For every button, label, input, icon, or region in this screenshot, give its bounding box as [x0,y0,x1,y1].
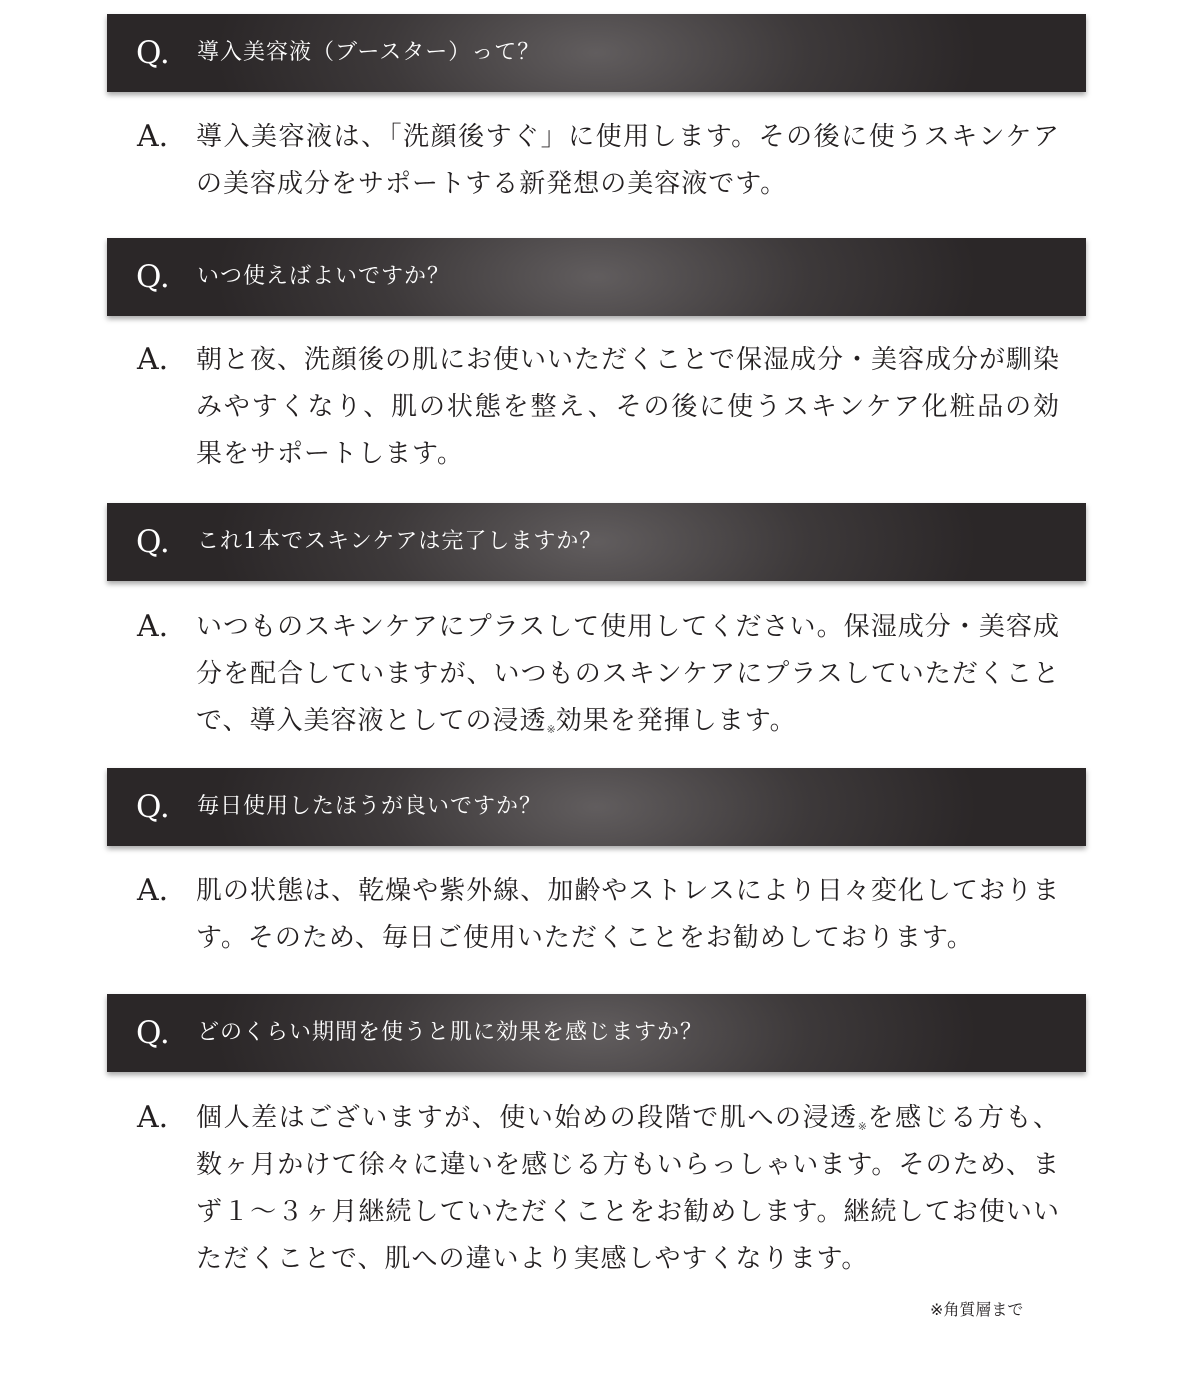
footnote: ※角質層まで [930,1300,1024,1319]
answer-text-part: 個人差はございますが、使い始めの段階で肌への浸透 [196,1103,858,1133]
question-mark: Q. [136,789,170,825]
answer-mark: A. [137,609,169,644]
answer-text [196,1095,1060,1283]
answer-text: 肌の状態は、乾燥や紫外線、加齢やストレスにより日々変化しております。そのため、毎日ご使用いただくことをお勧めしております。 [196,876,1060,953]
answer-mark: A. [137,1100,169,1135]
answer-mark: A. [137,873,169,908]
question-bar [107,238,1086,316]
answer-mark: A. [137,119,169,154]
question-text: 毎日使用したほうが良いですか？ [197,794,543,819]
question-text: 導入美容液（ブースター）って？ [197,40,541,65]
question-mark: Q. [136,1015,170,1051]
answer-text-part: を感じる方も、数ヶ月かけて徐々に違いを感じる方もいらっしゃいます。そのため、まず１～３ヶ月継続していただくことをお勧めします。継続してお使いいただくことで、肌への違いより実感しやすくなります。 [196,1103,1060,1274]
answer-text [196,604,1060,745]
question-bar [107,994,1086,1072]
question-bar [107,14,1086,92]
question-mark: Q. [136,35,170,71]
footnote-marker: ※ [546,723,556,736]
answer-text-part: いつものスキンケアにプラスして使用してください。保湿成分・美容成分を配合していますが、いつものスキンケアにプラスしていただくことで、導入美容液としての浸透 [196,612,1060,736]
answer-text-part: 効果を発揮します。 [555,706,797,736]
answer-text: 朝と夜、洗顔後の肌にお使いいただくことで保湿成分・美容成分が馴染みやすくなり、肌の状態を整え、その後に使うスキンケア化粧品の効果をサポートします。 [196,345,1061,469]
question-mark: Q. [136,524,170,560]
question-mark: Q. [136,259,170,295]
answer-mark: A. [137,342,169,377]
question-bar [107,768,1086,846]
answer-text: 導入美容液は、「洗顔後すぐ」に使用します。その後に使うスキンケアの美容成分をサポートする新発想の美容液です。 [196,122,1060,199]
question-text: いつ使えばよいですか？ [197,264,451,289]
question-bar [107,503,1086,581]
footnote-marker: ※ [857,1120,868,1133]
question-text: これ1本でスキンケアは完了しますか？ [197,529,603,554]
question-text: どのくらい期間を使うと肌に効果を感じますか？ [197,1020,704,1045]
